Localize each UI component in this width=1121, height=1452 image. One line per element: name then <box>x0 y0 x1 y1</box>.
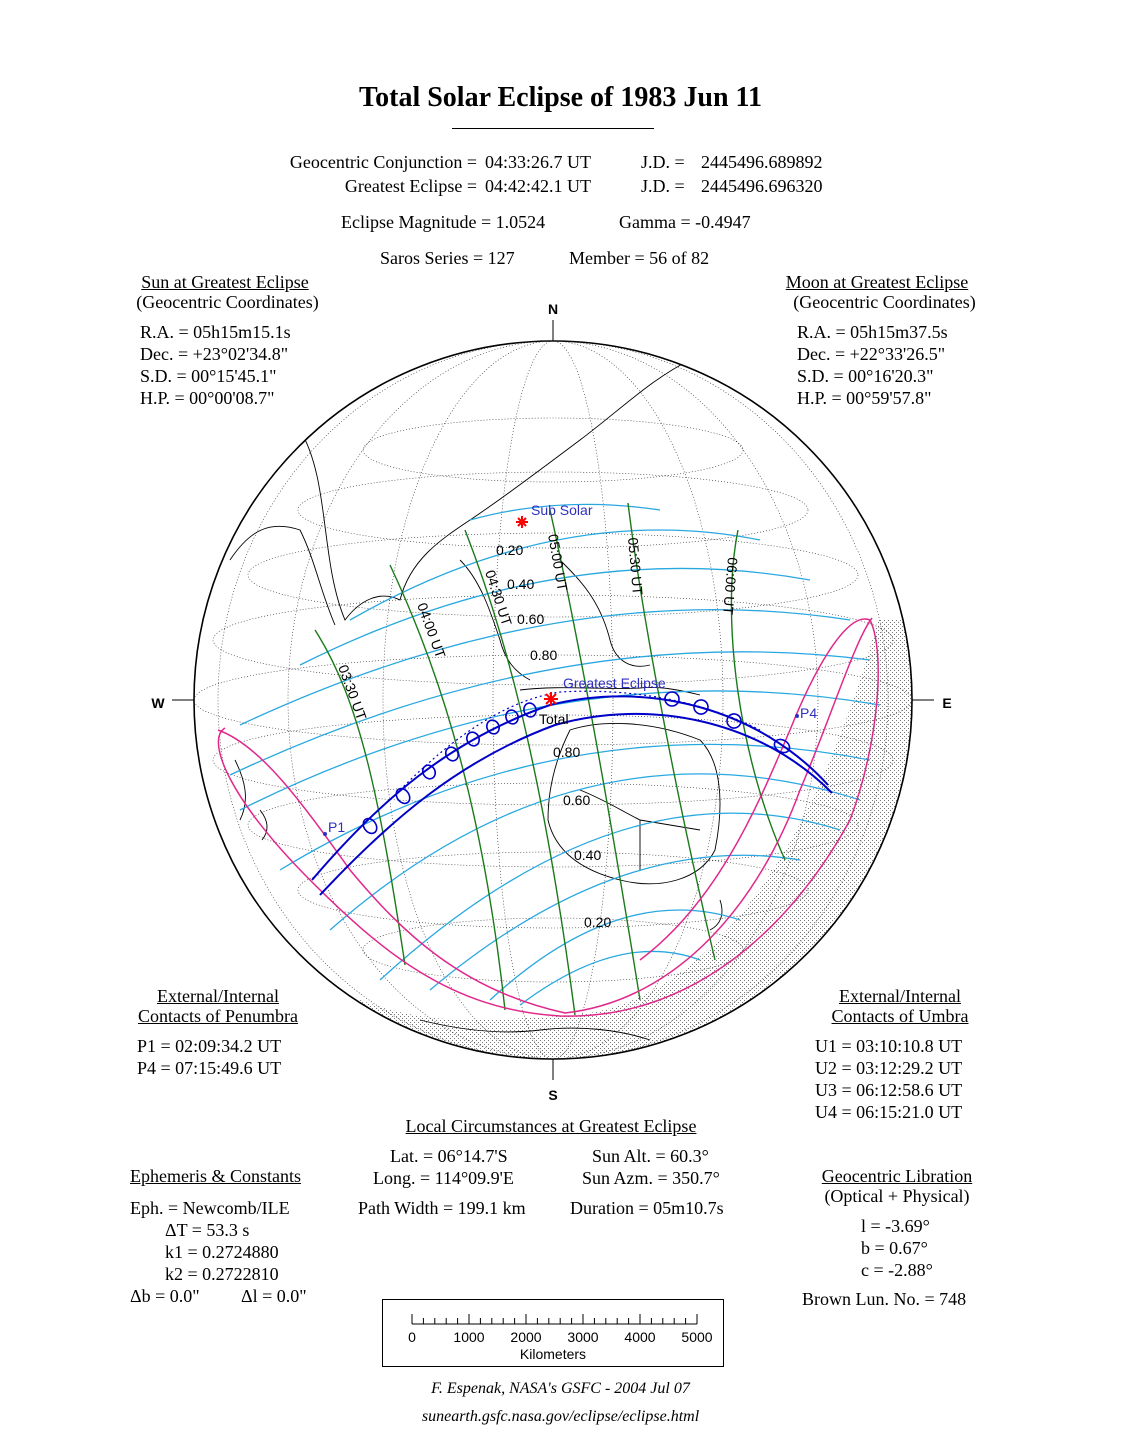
moon-subheading: (Geocentric Coordinates) <box>793 292 976 312</box>
local-sun-alt: Sun Alt. = 60.3° <box>592 1146 709 1166</box>
mag-label-s-020: 0.20 <box>584 914 612 930</box>
ephemeris-eph: Eph. = Newcomb/ILE <box>130 1198 290 1218</box>
mag-label-s-060: 0.60 <box>563 792 591 808</box>
umbra-u1: U1 = 03:10:10.8 UT <box>815 1036 963 1056</box>
ephemeris-k2: k2 = 0.2722810 <box>165 1264 279 1284</box>
greatest-eclipse-label: Greatest Eclipse = <box>344 176 477 196</box>
greatest-eclipse-jd: 2445496.696320 <box>701 176 823 196</box>
moon-hp: H.P. = 00°59'57.8" <box>797 388 932 408</box>
scale-label-2000: 2000 <box>510 1329 542 1345</box>
sub-solar-label: Sub Solar <box>531 502 593 518</box>
umbra-oval <box>725 712 744 731</box>
credit: F. Espenak, NASA's GSFC - 2004 Jul 07 <box>431 1380 690 1397</box>
source-url: sunearth.gsfc.nasa.gov/eclipse/eclipse.html <box>421 1408 700 1425</box>
penumbra-p4: P4 = 07:15:49.6 UT <box>137 1058 282 1078</box>
time-label-0600: 06:00 UT <box>719 556 741 616</box>
libration-heading: Geocentric Libration <box>821 1166 973 1186</box>
conjunction-jd-label: J.D. = <box>641 152 685 172</box>
p4-marker <box>795 714 799 718</box>
time-curve-0400 <box>390 565 505 1010</box>
saros-series: Saros Series = 127 <box>380 248 515 268</box>
umbral-ovals <box>360 692 791 836</box>
conjunction-jd: 2445496.689892 <box>701 152 823 172</box>
penumbra-heading-1: External/Internal <box>157 986 279 1006</box>
time-label-0400: 04:00 UT <box>414 600 449 661</box>
compass-south: S <box>548 1087 558 1103</box>
ephemeris-db: Δb = 0.0" <box>130 1286 200 1306</box>
umbra-oval <box>522 702 537 719</box>
local-sun-azm: Sun Azm. = 350.7° <box>582 1168 720 1188</box>
libration-c: c = -2.88° <box>861 1260 933 1280</box>
libration-l: l = -3.69° <box>861 1216 930 1236</box>
sun-ra: R.A. = 05h15m15.1s <box>140 322 291 342</box>
page-title: Total Solar Eclipse of 1983 Jun 11 <box>359 82 762 113</box>
moon-dec: Dec. = +22°33'26.5" <box>797 344 946 364</box>
sub-solar-marker <box>516 516 528 528</box>
scale-unit: Kilometers <box>519 1346 587 1362</box>
sun-heading: Sun at Greatest Eclipse <box>141 272 309 292</box>
ephemeris-dl: Δl = 0.0" <box>241 1286 307 1306</box>
moon-ra: R.A. = 05h15m37.5s <box>797 322 948 342</box>
time-label-0530: 05:30 UT <box>625 536 646 596</box>
p4-label: P4 <box>800 705 818 721</box>
time-label-0330: 03:30 UT <box>335 662 370 723</box>
umbra-u4: U4 = 06:15:21.0 UT <box>815 1102 963 1122</box>
scale-label-5000: 5000 <box>681 1329 713 1345</box>
ephemeris-heading: Ephemeris & Constants <box>130 1166 301 1186</box>
scale-label-1000: 1000 <box>453 1329 485 1345</box>
saros-member: Member = 56 of 82 <box>569 248 710 268</box>
sun-hp: H.P. = 00°00'08.7" <box>140 388 275 408</box>
mag-label-n-020: 0.20 <box>496 542 524 558</box>
compass-north: N <box>547 301 559 317</box>
sun-sd: S.D. = 00°15'45.1" <box>140 366 277 386</box>
brown-lunation: Brown Lun. No. = 748 <box>802 1289 967 1309</box>
time-label-0430: 04:30 UT <box>482 567 516 628</box>
eclipse-magnitude: Eclipse Magnitude = 1.0524 <box>341 212 546 232</box>
total-label: Total <box>539 711 569 727</box>
mag-label-n-080: 0.80 <box>530 647 558 663</box>
p1-marker <box>323 832 327 836</box>
umbra-u3: U3 = 06:12:58.6 UT <box>815 1080 963 1100</box>
sun-dec: Dec. = +23°02'34.8" <box>140 344 289 364</box>
umbra-heading-1: External/Internal <box>839 986 961 1006</box>
local-path-width: Path Width = 199.1 km <box>358 1198 526 1218</box>
umbra-oval <box>420 763 437 781</box>
ephemeris-dt: ΔT = 53.3 s <box>165 1220 250 1240</box>
greatest-eclipse-label: Greatest Eclipse <box>563 675 666 691</box>
gamma: Gamma = -0.4947 <box>619 212 751 232</box>
greatest-eclipse-jd-label: J.D. = <box>641 176 685 196</box>
libration-subheading: (Optical + Physical) <box>824 1186 970 1206</box>
scale-label-3000: 3000 <box>567 1329 599 1345</box>
local-heading: Local Circumstances at Greatest Eclipse <box>405 1116 697 1136</box>
scale-box <box>382 1299 724 1367</box>
scale-label-4000: 4000 <box>624 1329 656 1345</box>
libration-b: b = 0.67° <box>861 1238 928 1258</box>
umbral-center <box>400 691 760 790</box>
local-long: Long. = 114°09.9'E <box>373 1168 514 1188</box>
moon-sd: S.D. = 00°16'20.3" <box>797 366 934 386</box>
compass-east: E <box>942 695 952 711</box>
penumbra-p1: P1 = 02:09:34.2 UT <box>137 1036 282 1056</box>
ephemeris-k1: k1 = 0.2724880 <box>165 1242 279 1262</box>
time-curve-0430 <box>465 530 575 1015</box>
greatest-eclipse-marker <box>544 692 558 706</box>
conjunction-label: Geocentric Conjunction = <box>289 152 477 172</box>
umbral-path-north <box>312 696 828 880</box>
mag-label-s-080: 0.80 <box>553 744 581 760</box>
umbra-heading-2: Contacts of Umbra <box>831 1006 969 1026</box>
mag-label-n-040: 0.40 <box>507 576 535 592</box>
scale-label-0: 0 <box>408 1329 416 1345</box>
mag-label-n-060: 0.60 <box>517 611 545 627</box>
compass-west: W <box>151 695 165 711</box>
penumbra-heading-2: Contacts of Penumbra <box>138 1006 298 1026</box>
moon-heading: Moon at Greatest Eclipse <box>785 272 969 292</box>
p1-label: P1 <box>328 819 346 835</box>
umbra-u2: U2 = 03:12:29.2 UT <box>815 1058 963 1078</box>
mag-label-s-040: 0.40 <box>574 847 602 863</box>
local-duration: Duration = 05m10.7s <box>570 1198 724 1218</box>
scale-bar <box>383 1300 723 1366</box>
time-label-0500: 05:00 UT <box>545 532 571 593</box>
greatest-eclipse-time: 04:42:42.1 UT <box>485 176 591 196</box>
local-lat: Lat. = 06°14.7'S <box>390 1146 508 1166</box>
sun-subheading: (Geocentric Coordinates) <box>136 292 319 312</box>
conjunction-time: 04:33:26.7 UT <box>485 152 591 172</box>
